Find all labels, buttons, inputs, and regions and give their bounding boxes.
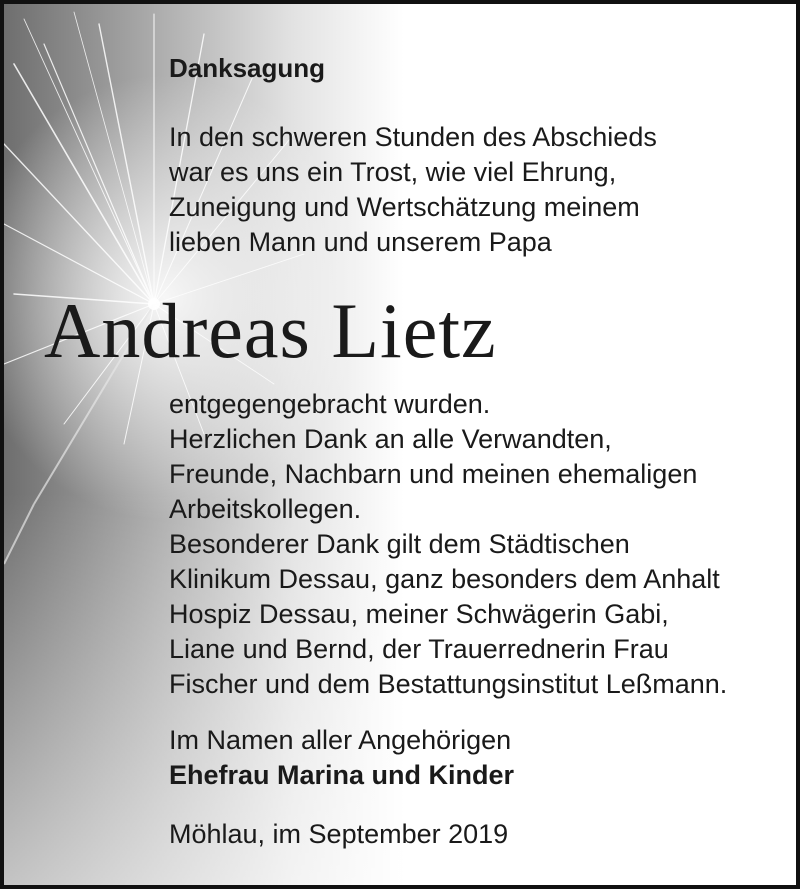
intro-line: lieben Mann und unserem Papa: [169, 227, 552, 257]
body-line: Hospiz Dessau, meiner Schwägerin Gabi,: [169, 599, 669, 629]
signature: Ehefrau Marina und Kinder: [169, 760, 515, 790]
body-text: [169, 387, 727, 702]
intro-line: In den schweren Stunden des Abschieds: [169, 122, 657, 152]
closing-block: [169, 723, 514, 793]
body-line: Freunde, Nachbarn und meinen ehemaligen: [169, 459, 698, 489]
intro-text: [169, 120, 657, 260]
closing-line: Im Namen aller Angehörigen: [169, 725, 512, 755]
body-line: Besonderer Dank gilt dem Städtischen: [169, 529, 630, 559]
deceased-name: Andreas Lietz: [44, 287, 497, 374]
place-date: Möhlau, im September 2019: [169, 819, 509, 849]
intro-line: Zuneigung und Wertschätzung meinem: [169, 192, 640, 222]
body-line: Fischer und dem Bestattungsinstitut Leßmann.: [169, 669, 728, 699]
body-line: Herzlichen Dank an alle Verwandten,: [169, 424, 612, 454]
body-line: Klinikum Dessau, ganz besonders dem Anhalt: [169, 564, 720, 594]
heading: Danksagung: [169, 53, 326, 83]
intro-line: war es uns ein Trost, wie viel Ehrung,: [169, 157, 617, 187]
body-line: entgegengebracht wurden.: [169, 389, 491, 419]
body-line: Liane und Bernd, der Trauerrednerin Frau: [169, 634, 669, 664]
body-line: Arbeitskollegen.: [169, 494, 362, 524]
